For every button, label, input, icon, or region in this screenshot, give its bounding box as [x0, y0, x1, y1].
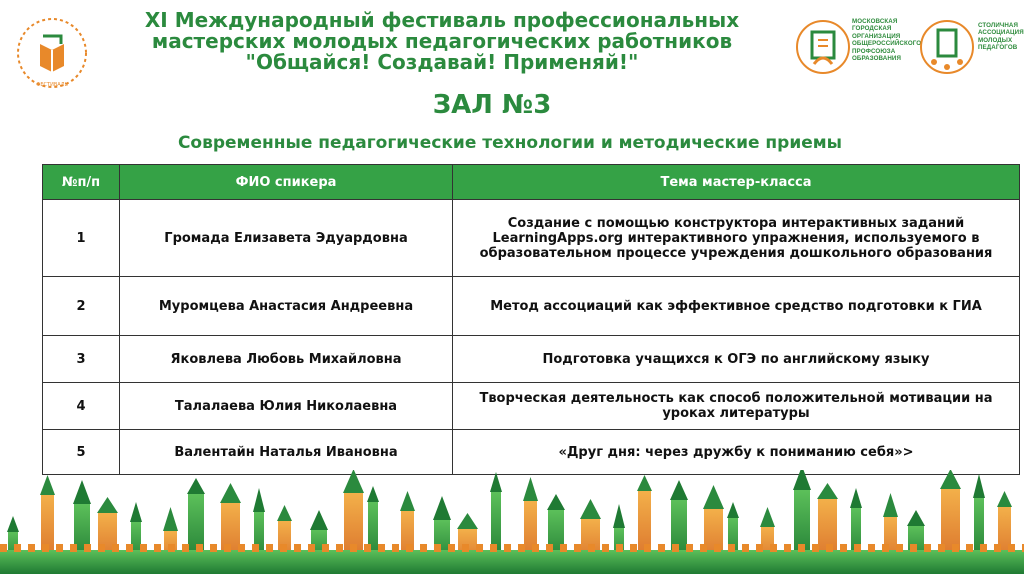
wall-merlon: [392, 544, 399, 552]
festival-title: [110, 10, 774, 73]
wall-merlon: [896, 544, 903, 552]
wall-merlon: [210, 544, 217, 552]
masterclass-topic: Метод ассоциаций как эффективное средство подготовки к ГИА: [453, 277, 1020, 336]
tower-spire: [613, 504, 625, 528]
tower-spire: [433, 496, 451, 520]
wall-merlon: [98, 544, 105, 552]
wall-merlon: [812, 544, 819, 552]
wall-merlon: [112, 544, 119, 552]
wall-merlon: [854, 544, 861, 552]
wall-merlon: [840, 544, 847, 552]
wall-merlon: [532, 544, 539, 552]
masterclass-topic: Творческая деятельность как способ положительной мотивации на уроках литературы: [453, 383, 1020, 430]
wall-merlon: [756, 544, 763, 552]
wall-merlon: [924, 544, 931, 552]
tower-spire: [97, 497, 118, 513]
masterclass-topic: Подготовка учащихся к ОГЭ по английскому языку: [453, 336, 1020, 383]
tower-spire: [817, 483, 838, 499]
tower-spire: [670, 480, 688, 500]
masterclass-table: [42, 164, 1020, 475]
wall-merlon: [42, 544, 49, 552]
tower-spire: [343, 470, 364, 493]
title-line-2: мастерских молодых педагогических работников: [151, 29, 733, 53]
tower-spire: [703, 485, 724, 509]
wall-merlon: [280, 544, 287, 552]
tower-spire: [40, 475, 55, 495]
wall-merlon: [406, 544, 413, 552]
tower-spire: [73, 480, 91, 504]
wall-merlon: [1008, 544, 1015, 552]
tower-spire: [130, 502, 142, 522]
tower-spire: [997, 491, 1012, 507]
wall-merlon: [770, 544, 777, 552]
wall-merlon: [70, 544, 77, 552]
wall-merlon: [462, 544, 469, 552]
trade-union-logo: [794, 12, 852, 82]
row-number: 3: [43, 336, 120, 383]
wall-merlon: [238, 544, 245, 552]
wall-merlon: [448, 544, 455, 552]
tower-spire: [580, 499, 601, 519]
wall-merlon: [434, 544, 441, 552]
wall-merlon: [784, 544, 791, 552]
speaker-name: Громада Елизавета Эдуардовна: [120, 200, 453, 277]
wall-merlon: [560, 544, 567, 552]
wall-merlon: [826, 544, 833, 552]
city-skyline-decoration: [0, 470, 1024, 574]
wall-merlon: [546, 544, 553, 552]
wall-merlon: [14, 544, 21, 552]
wall-merlon: [322, 544, 329, 552]
wall-merlon: [350, 544, 357, 552]
row-number: 1: [43, 200, 120, 277]
wall-merlon: [84, 544, 91, 552]
wall-merlon: [294, 544, 301, 552]
wall-merlon: [630, 544, 637, 552]
wall-merlon: [518, 544, 525, 552]
tower-spire: [850, 488, 862, 508]
tower-spire: [457, 513, 478, 529]
speaker-name: Яковлева Любовь Михайловна: [120, 336, 453, 383]
wall-merlon: [56, 544, 63, 552]
table-row: [43, 430, 1020, 475]
wall-merlon: [616, 544, 623, 552]
wall-merlon: [658, 544, 665, 552]
speaker-name: Валентайн Наталья Ивановна: [120, 430, 453, 475]
tower-spire: [940, 470, 961, 489]
section-subtitle: Современные педагогические технологии и методические приемы: [177, 133, 843, 153]
tower-spire: [793, 470, 811, 490]
wall-merlon: [714, 544, 721, 552]
wall-merlon: [140, 544, 147, 552]
wall-merlon: [588, 544, 595, 552]
tower-spire: [637, 475, 652, 491]
table-row: [43, 200, 1020, 277]
tower-spire: [760, 507, 775, 527]
wall-merlon: [308, 544, 315, 552]
wall-merlon: [728, 544, 735, 552]
wall-merlon: [742, 544, 749, 552]
table-row: [43, 277, 1020, 336]
wall-merlon: [196, 544, 203, 552]
wall-merlon: [644, 544, 651, 552]
wall-merlon: [700, 544, 707, 552]
wall-merlon: [224, 544, 231, 552]
wall-merlon: [154, 544, 161, 552]
hall-title: ЗАЛ №3: [432, 90, 552, 120]
row-number: 2: [43, 277, 120, 336]
col-header-number: №п/п: [43, 165, 120, 200]
wall-merlon: [504, 544, 511, 552]
wall-merlon: [364, 544, 371, 552]
wall-merlon: [672, 544, 679, 552]
tower-spire: [727, 502, 739, 518]
wall-merlon: [378, 544, 385, 552]
tower-spire: [277, 505, 292, 521]
wall-merlon: [938, 544, 945, 552]
title-line-1: XI Международный фестиваль профессиональных: [144, 8, 740, 32]
wall-merlon: [476, 544, 483, 552]
table-row: [43, 383, 1020, 430]
tower-spire: [310, 510, 328, 530]
tower-spire: [367, 486, 379, 502]
wall-merlon: [952, 544, 959, 552]
tower-spire: [547, 494, 565, 510]
masterclass-topic: «Друг дня: через дружбу к пониманию себя»>: [453, 430, 1020, 475]
title-line-3: "Общайся! Создавай! Применяй!": [245, 50, 639, 74]
wall-merlon: [686, 544, 693, 552]
festival-logo-caption: ФЕСТИВАЛЬ: [36, 82, 68, 88]
tower-spire: [163, 507, 178, 531]
masterclass-topic: Создание с помощью конструктора интерактивных заданий LearningApps.org интерактивного упражнения, используемого в образовательном процессе учреждения дошкольного образования: [453, 200, 1020, 277]
wall-merlon: [994, 544, 1001, 552]
young-teachers-logo: [918, 12, 976, 82]
wall-merlon: [980, 544, 987, 552]
wall-merlon: [266, 544, 273, 552]
wall-merlon: [910, 544, 917, 552]
tower-spire: [973, 474, 985, 498]
wall-merlon: [182, 544, 189, 552]
wall-merlon: [574, 544, 581, 552]
wall-merlon: [490, 544, 497, 552]
col-header-topic: Тема мастер-класса: [453, 165, 1020, 200]
wall-merlon: [252, 544, 259, 552]
wall-merlon: [126, 544, 133, 552]
tower-spire: [883, 493, 898, 517]
tower-spire: [400, 491, 415, 511]
wall-merlon: [602, 544, 609, 552]
wall-merlon: [966, 544, 973, 552]
wall-merlon: [868, 544, 875, 552]
table-row: [43, 336, 1020, 383]
tower-spire: [187, 478, 205, 494]
tower-spire: [7, 516, 19, 532]
tower-spire: [220, 483, 241, 503]
tower-spire: [253, 488, 265, 512]
young-teachers-logo-text: СТОЛИЧНАЯ АССОЦИАЦИЯ МОЛОДЫХ ПЕДАГОГОВ: [978, 22, 1024, 52]
tower-spire: [523, 477, 538, 501]
wall-merlon: [168, 544, 175, 552]
speaker-name: Талалаева Юлия Николаевна: [120, 383, 453, 430]
wall-merlon: [336, 544, 343, 552]
wall-merlon: [882, 544, 889, 552]
col-header-speaker: ФИО спикера: [120, 165, 453, 200]
wall-merlon: [420, 544, 427, 552]
tower-spire: [490, 472, 502, 492]
speaker-name: Муромцева Анастасия Андреевна: [120, 277, 453, 336]
wall-merlon: [798, 544, 805, 552]
wall-merlon: [0, 544, 7, 552]
tower-spire: [907, 510, 925, 526]
row-number: 5: [43, 430, 120, 475]
festival-logo: [12, 14, 92, 92]
wall-merlon: [28, 544, 35, 552]
row-number: 4: [43, 383, 120, 430]
trade-union-logo-text: МОСКОВСКАЯ ГОРОДСКАЯ ОРГАНИЗАЦИЯ ОБЩЕРОССИЙСКОГО ПРОФСОЮЗА ОБРАЗОВАНИЯ: [852, 18, 922, 63]
table-header-row: [43, 165, 1020, 200]
